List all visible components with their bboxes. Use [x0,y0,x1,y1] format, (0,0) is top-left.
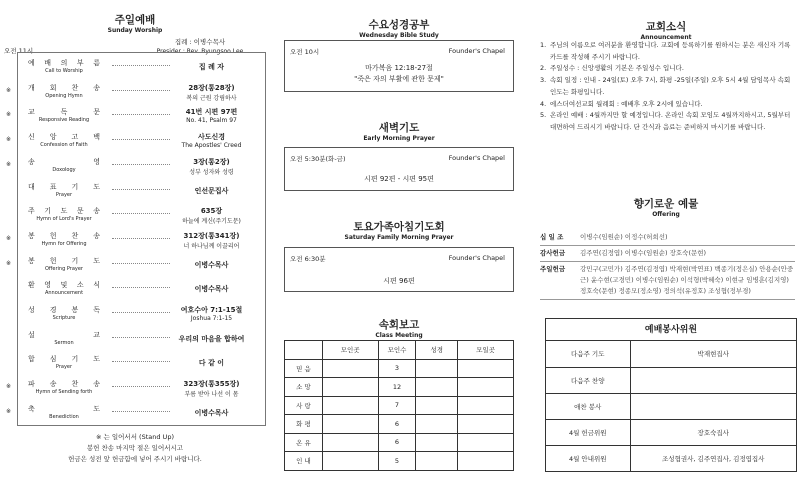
item-name-en: Hymn of Sending forth [35,389,93,396]
worship-item [18,181,265,202]
stand-mark: ※ [6,160,12,168]
worship-item [6,403,265,424]
table-cell: 3 [378,359,416,378]
item-value: 이병수목사 [194,260,229,269]
item-name-ko: 봉 헌 기 도 [28,256,100,265]
table-cell: 6 [378,433,416,452]
dawn-box [284,147,514,191]
offering-box-note: 헌금은 성전 앞 헌금함에 넣어 주시기 바랍니다. [68,455,202,463]
item-name-en: Sermon [54,339,74,346]
item-number: 5. [540,111,547,120]
offering-header [535,196,797,218]
item-value: 사도신경 [197,133,226,142]
worship-item [18,57,265,78]
table-row [285,378,514,397]
person-cell [630,393,796,419]
table-cell [416,415,458,434]
stand-mark: ※ [6,234,12,242]
item-detail: Joshua 7:1-15 [190,315,233,322]
saturday-place: Founder's Chapel [448,254,505,262]
item-value: 28장(통28장) [188,83,235,92]
wednesday-box [284,40,514,92]
wednesday-topic: "죽은 자의 부활에 관한 문제" [354,75,444,83]
item-value: 다 같 이 [198,359,225,368]
item-value: 635장 [200,207,223,216]
item-name-ko: 환 영 및 소 식 [28,281,100,290]
worship-item [6,378,265,399]
item-text: 온라인 예배 : 4월까지만 할 예정입니다. 온라인 속회 모임도 4월까지하시고, 5월부터 대면하여 드리시기 바랍니다. 단 간식과 음료는 준비하지 마시기를 바랍니다. [550,111,791,131]
table-row [285,433,514,452]
column-header: 모일곳 [458,341,514,360]
table-row [546,367,796,393]
item-detail: 복의 근원 강림하사 [186,94,237,102]
leader-en: Presider : Rev. Byungsoo Lee [156,48,244,55]
table-cell [416,359,458,378]
offering-list [540,230,795,300]
item-detail: 성부 성자와 성령 [189,168,234,176]
table-cell [458,378,514,397]
item-number: 3. [540,76,547,85]
table-cell: 믿 음 [285,359,323,378]
table-cell: 5 [378,452,416,471]
item-text: 에스더여선교회 월례회 : 예배후 오후 2시에 있습니다. [550,99,703,108]
offering-names: 이병수(임원순) 이정수(허희선) [580,233,668,241]
meeting-table [284,340,514,471]
item-detail: No. 41, Psalm 97 [186,117,237,125]
table-cell: 화 평 [285,415,323,434]
item-name-ko: 성 경 봉 독 [28,306,100,314]
table-cell [322,452,378,471]
offering-row [540,230,795,246]
order-of-worship [6,52,266,426]
column-header [285,341,323,360]
role-cell: 다음주 기도 [546,341,630,367]
worship-item [6,230,265,251]
worship-item [18,205,265,226]
stand-mark: ※ [6,407,12,415]
item-detail: 부름 받아 나선 이 몸 [184,391,239,399]
list-item [540,63,795,75]
wednesday-text: 마가복음 12:18-27절 [365,64,433,72]
saturday-time: 오전 6:30분 [290,255,326,263]
leader-ko: 집례 : 이병수목사 [174,38,226,46]
item-text: 주일성수 : 신앙생활의 기본은 주일성수 입니다. [550,64,684,73]
item-name-en: Opening Hymn [45,92,83,99]
item-name-ko: 예 배 의 부 름 [28,59,100,67]
item-text: 속회 일정 : 인내 - 24일(토) 오후 7시, 화평 -25일(주일) 오후 5시 4월 담임목사 속회인도는 화평입니다. [550,76,791,96]
news-header [535,19,797,41]
item-value: 323장(통355장) [183,380,240,389]
item-value: 이병수목사 [194,408,229,417]
table-row [546,341,796,367]
item-name-en: Responsive Reading [38,117,90,124]
list-item [540,99,795,111]
item-name-ko: 대 표 기 도 [28,182,100,191]
offering-row [540,262,795,300]
table-cell [322,378,378,397]
table-cell: 온 유 [285,433,323,452]
saturday-box [284,247,514,292]
service-title: 예배봉사위원 [546,319,796,341]
item-value: 여호수아 7:1-15절 [180,306,243,314]
stand-mark: ※ [6,383,12,391]
saturday-text: 시편 96편 [383,277,415,285]
wednesday-subtitle: Wednesday Bible Study [359,32,439,39]
meeting-header [284,317,514,339]
table-row [285,415,514,434]
item-name-ko: 신 앙 고 백 [28,133,100,142]
stand-mark: ※ [6,111,12,119]
role-cell: 4월 헌금위원 [546,419,630,445]
table-row [546,445,796,471]
table-cell [458,433,514,452]
offering-names: 강민구(고민가) 김주연(김정엽) 박재현(박연표) 백종기(정은실) 안용순(안중근) 윤수현(고경민) 이병수(임원순) 이석형(박혜숙) 이현규 임병훈(김지영) 정호숙(문현) 정종모(정소영) 정의석(유정호) 조성협(정부경) [580,265,794,295]
offering-names: 김주연(김정엽) 이병수(임원순) 장호숙(문현) [580,249,707,257]
dawn-time: 오전 5:30분(화-금) [290,155,346,163]
worship-footnote [4,432,266,465]
person-cell [630,367,796,393]
item-value: 이병수목사 [194,285,229,294]
column-header: 모인수 [378,341,416,360]
item-number: 2. [540,64,547,73]
stand-note: ※ 는 일어서서 (Stand Up) [96,433,174,441]
news-subtitle: Announcement [640,34,692,41]
person-cell: 장호숙집사 [630,419,796,445]
item-detail: The Apostles' Creed [181,142,242,150]
item-name-en: Benediction [49,413,79,420]
table-cell: 소 망 [285,378,323,397]
worship-subtitle: Sunday Worship [107,27,163,34]
role-cell: 4월 안내위원 [546,445,630,471]
service-table [546,341,796,471]
stand-mark: ※ [6,136,12,144]
item-name-en: Scripture [52,315,76,321]
item-name-ko: 파 송 찬 송 [28,380,100,389]
table-cell: 인 내 [285,452,323,471]
item-detail: 하늘에 계신(주기도문) [182,218,241,226]
column-header: 성경 [416,341,458,360]
wednesday-place: Founder's Chapel [448,47,505,55]
column-header: 모인곳 [322,341,378,360]
table-cell [322,433,378,452]
table-cell [416,433,458,452]
item-number: 1. [540,41,547,49]
item-name-ko: 합 심 기 도 [28,355,100,364]
table-header-row [285,341,514,360]
table-row [285,359,514,378]
offering-label: 주일헌금 [540,265,566,273]
offering-title: 향기로운 예물 [633,198,699,210]
stand-mark: ※ [6,259,12,267]
item-name-en: Doxology [52,166,76,173]
item-name-ko: 축 도 [28,404,100,413]
worship-item [6,131,265,152]
offering-subtitle: Offering [652,211,680,218]
offering-label: 십 일 조 [540,233,564,241]
worship-item [18,353,265,374]
item-name-en: Confession of Faith [40,142,88,149]
item-name-ko: 주 기 도 문 송 [28,207,100,216]
person-cell: 박재현집사 [697,350,729,359]
item-name-en: Hymn for Offering [41,240,87,247]
item-number: 4. [540,99,547,108]
item-name-en: Announcement [44,290,84,297]
item-name-en: Hymn of Lord's Prayer [36,216,92,223]
item-name-ko: 교 독 문 [28,108,100,117]
table-cell [416,378,458,397]
role-cell: 애찬 봉사 [546,393,630,419]
table-cell [322,415,378,434]
news-list [540,40,795,134]
worship-item [6,255,265,276]
item-value: 인선문집사 [194,186,229,195]
dawn-place: Founder's Chapel [448,154,505,162]
table-cell: 7 [378,396,416,415]
table-cell: 12 [378,378,416,397]
wednesday-title: 수요성경공부 [368,19,430,31]
item-name-en: Offering Prayer [45,265,83,272]
table-cell: 6 [378,415,416,434]
list-item [540,75,795,98]
table-cell [416,452,458,471]
table-cell [322,359,378,378]
role-cell: 다음주 찬양 [546,367,630,393]
item-value: 3장(통2장) [193,157,230,166]
person-cell: 조성협권사, 김주연집사, 김정엽집사 [630,445,796,471]
offering-row [540,246,795,262]
saturday-header [284,219,514,241]
item-value: 41번 시편 97편 [185,108,238,117]
table-row [285,452,514,471]
item-name-ko: 설 교 [28,330,100,339]
worship-time: 오전 11시 [4,47,34,55]
table-cell [458,415,514,434]
item-name-en: Call to Worship [45,68,83,74]
offering-label: 감사헌금 [540,249,566,257]
wednesday-header [284,17,514,39]
news-title: 교회소식 [645,21,687,33]
item-name-ko: 개 회 찬 송 [28,83,100,92]
dawn-header [284,120,514,142]
offering-note: 봉헌 찬송 마지막 절은 일어서시고 [86,444,184,452]
table-cell [322,396,378,415]
item-name-en: Prayer [55,364,73,371]
worship-item [6,156,265,177]
item-value: 우리의 마음을 합하여 [178,334,245,343]
saturday-subtitle: Saturday Family Morning Prayer [344,234,454,241]
service-committee [545,318,797,472]
item-name-ko: 봉 헌 찬 송 [28,231,100,240]
table-row [546,419,796,445]
dawn-title: 새벽기도 [378,122,420,134]
item-value: 312장(통341장) [183,231,240,240]
worship-item [18,304,265,325]
worship-title: 주일예배 [114,14,156,26]
item-text: 주님의 이름으로 여러분을 환영합니다. 교회에 등록하기를 원하시는 분은 새신자 기록카드를 작성해 주시기 바랍니다. [550,41,791,61]
item-name-en: Prayer [55,191,73,198]
table-cell [458,452,514,471]
table-cell [458,359,514,378]
wednesday-time: 오전 10시 [290,48,320,56]
meeting-title: 속회보고 [378,319,420,331]
stand-mark: ※ [6,86,12,94]
worship-item [6,82,265,103]
meeting-subtitle: Class Meeting [375,332,423,339]
item-detail: 너 하나님께 이끌리어 [183,242,240,250]
table-row [546,393,796,419]
table-cell: 사 랑 [285,396,323,415]
dawn-text: 시편 92편 - 시편 95편 [364,175,434,183]
saturday-title: 토요가족아침기도회 [353,221,445,233]
worship-header [4,12,266,34]
item-value: 집 례 자 [198,63,225,71]
table-row [285,396,514,415]
item-name-ko: 송 영 [28,157,100,166]
worship-item [18,279,265,300]
list-item [540,110,795,133]
table-cell [458,396,514,415]
worship-item [6,106,265,127]
dawn-subtitle: Early Morning Prayer [363,135,435,142]
list-item [540,40,795,63]
table-cell [416,396,458,415]
worship-item [18,329,265,350]
